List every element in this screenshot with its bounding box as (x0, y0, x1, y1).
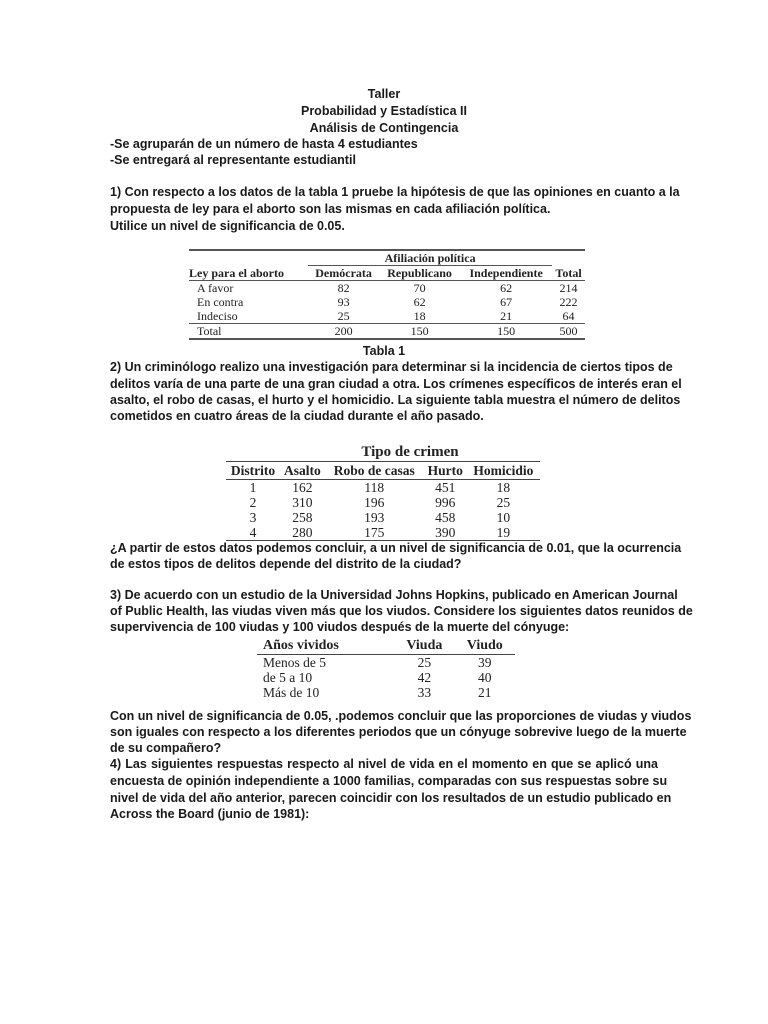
question-4-text: Across the Board (junio de 1981): (110, 807, 310, 821)
table-cell: 33 (417, 685, 432, 700)
table-2 (226, 443, 540, 541)
table-row (257, 655, 515, 671)
table-header-cell: Ley para el aborto (189, 266, 308, 281)
table-cell: 175 (325, 525, 424, 541)
table-cell: 150 (379, 324, 460, 340)
table-cell: 500 (552, 324, 585, 340)
table-cell: 82 (337, 281, 350, 295)
question-2-text: cometidos en cuatro áreas de la ciudad durante el año pasado. (110, 409, 484, 423)
table-cell: 2 (249, 495, 257, 510)
table-cell: 25 (337, 309, 350, 323)
table-total-row (189, 324, 585, 340)
table-row (257, 685, 515, 700)
instruction-note: -Se agruparán de un número de hasta 4 estudiantes (110, 137, 418, 151)
table-group-header: Tipo de crimen (361, 444, 459, 460)
question-1-text: 1) Con respecto a los datos de la tabla 1 pruebe la hipótesis de que las opiniones en cuanto a la (110, 185, 680, 199)
table-cell: Más de 10 (263, 685, 320, 700)
question-3-prompt: Con un nivel de significancia de 0.05, .podemos concluir que las proporciones de viudas y viudos (110, 709, 692, 723)
doc-title: Taller (367, 87, 401, 101)
table-cell: Indeciso (197, 309, 238, 323)
table-cell: 39 (478, 655, 492, 670)
table-cell: 21 (500, 309, 513, 323)
table-row (226, 510, 540, 525)
table-cell: 18 (496, 480, 511, 495)
question-3-text: supervivencia de 100 viudas y 100 viudos después de la muerte del cónyuge: (110, 620, 570, 634)
table-caption: Tabla 1 (362, 344, 406, 358)
table-cell: En contra (197, 295, 244, 309)
question-2-prompt: de estos tipos de delitos depende del distrito de la ciudad? (110, 557, 462, 571)
table-cell: 25 (417, 655, 432, 670)
table-cell: 18 (413, 309, 426, 323)
table-cell: 280 (280, 525, 325, 541)
table-cell: de 5 a 10 (263, 670, 313, 685)
table-cell: 162 (292, 480, 313, 495)
table-cell: 3 (249, 510, 257, 525)
table-header-cell: Total (552, 266, 585, 281)
table-cell: 93 (337, 295, 350, 309)
table-cell: 451 (435, 480, 456, 495)
table-cell: 200 (308, 324, 379, 340)
table-cell: 67 (500, 295, 513, 309)
table-row (226, 495, 540, 510)
table-3 (257, 636, 515, 700)
question-3-text: of Public Health, las viudas viven más que los viudos. Considere los siguientes datos reunidos de (110, 604, 693, 618)
table-cell: 4 (226, 525, 280, 541)
table-cell: 19 (467, 525, 540, 541)
table-group-header: Afiliación política (308, 250, 552, 266)
table-row (257, 670, 515, 685)
question-3-prompt: son iguales con respecto a los diferentes periodos que un cónyuge sobrevive luego de la muerte (110, 725, 687, 739)
question-2-text: asalto, el robo de casas, el hurto y el homicidio. La siguiente tabla muestra el número de delitos (110, 393, 681, 407)
question-3-text: 3) De acuerdo con un estudio de la Universidad Johns Hopkins, publicado en American Journal (110, 588, 678, 602)
topic-title: Análisis de Contingencia (309, 121, 459, 135)
table-cell: Menos de 5 (263, 655, 326, 670)
question-1-text: Utilice un nivel de significancia de 0.05. (110, 219, 345, 233)
table-cell: 214 (559, 281, 578, 295)
course-name: Probabilidad y Estadística II (300, 104, 468, 118)
question-2-text: 2) Un criminólogo realizo una investigación para determinar si la incidencia de ciertos tipos de (110, 360, 673, 374)
question-4-text: nivel de vida del año anterior, parecen coincidir con los resultados de un estudio publicado en (110, 791, 672, 805)
instruction-note: -Se entregará al representante estudiantil (110, 153, 356, 167)
table-header-cell: Robo de casas (325, 462, 424, 480)
table-cell: 310 (292, 495, 313, 510)
table-row (226, 525, 540, 541)
table-row (189, 309, 585, 324)
table-cell: 42 (417, 670, 432, 685)
table-header-cell: Homicidio (467, 462, 540, 480)
question-1-text: propuesta de ley para el aborto son las mismas en cada afiliación política. (110, 202, 551, 216)
table-header-cell: Años vividos (257, 636, 394, 655)
table-cell: 10 (496, 510, 511, 525)
table-1 (189, 249, 585, 340)
table-cell: Total (189, 324, 308, 340)
table-cell: 118 (364, 480, 385, 495)
table-header-cell: Hurto (424, 462, 467, 480)
table-cell: 21 (478, 685, 492, 700)
table-cell: 196 (364, 495, 385, 510)
table-cell: A favor (197, 281, 234, 295)
question-4-text: 4) Las siguientes respuestas respecto al nivel de vida en el momento en que se aplicó una (110, 757, 658, 771)
table-cell: 258 (292, 510, 313, 525)
question-2-prompt: ¿A partir de estos datos podemos concluir, a un nivel de significancia de 0.01, que la ocurrencia (110, 541, 682, 555)
table-row (189, 295, 585, 309)
question-4-text: encuesta de opinión independiente a 1000 familias, comparadas con sus respuestas sobre su (110, 774, 668, 788)
table-cell: 62 (413, 295, 426, 309)
table-row (189, 281, 585, 296)
question-3-prompt: de su compañero? (110, 741, 222, 755)
table-cell: 222 (559, 295, 578, 309)
table-header-cell: Distrito (226, 462, 280, 480)
table-header-cell: Asalto (280, 462, 325, 480)
table-header-cell: Independiente (460, 266, 552, 281)
table-header-cell: Republicano (379, 266, 460, 281)
table-cell: 390 (424, 525, 467, 541)
table-cell: 40 (478, 670, 492, 685)
table-cell: 193 (364, 510, 385, 525)
question-2-text: delitos varía de una parte de una gran ciudad a otra. Los crímenes específicos de interés eran el (110, 377, 682, 391)
table-row (226, 480, 540, 496)
table-cell: 996 (435, 495, 456, 510)
table-cell: 458 (435, 510, 456, 525)
table-header-cell: Viuda (394, 636, 454, 655)
table-cell: 64 (562, 309, 575, 323)
table-cell: 25 (496, 495, 511, 510)
table-cell: 70 (413, 281, 426, 295)
table-header-cell: Viudo (455, 636, 515, 655)
table-cell: 1 (249, 480, 257, 495)
table-header-cell: Demócrata (308, 266, 379, 281)
table-cell: 150 (460, 324, 552, 340)
table-cell: 62 (500, 281, 513, 295)
